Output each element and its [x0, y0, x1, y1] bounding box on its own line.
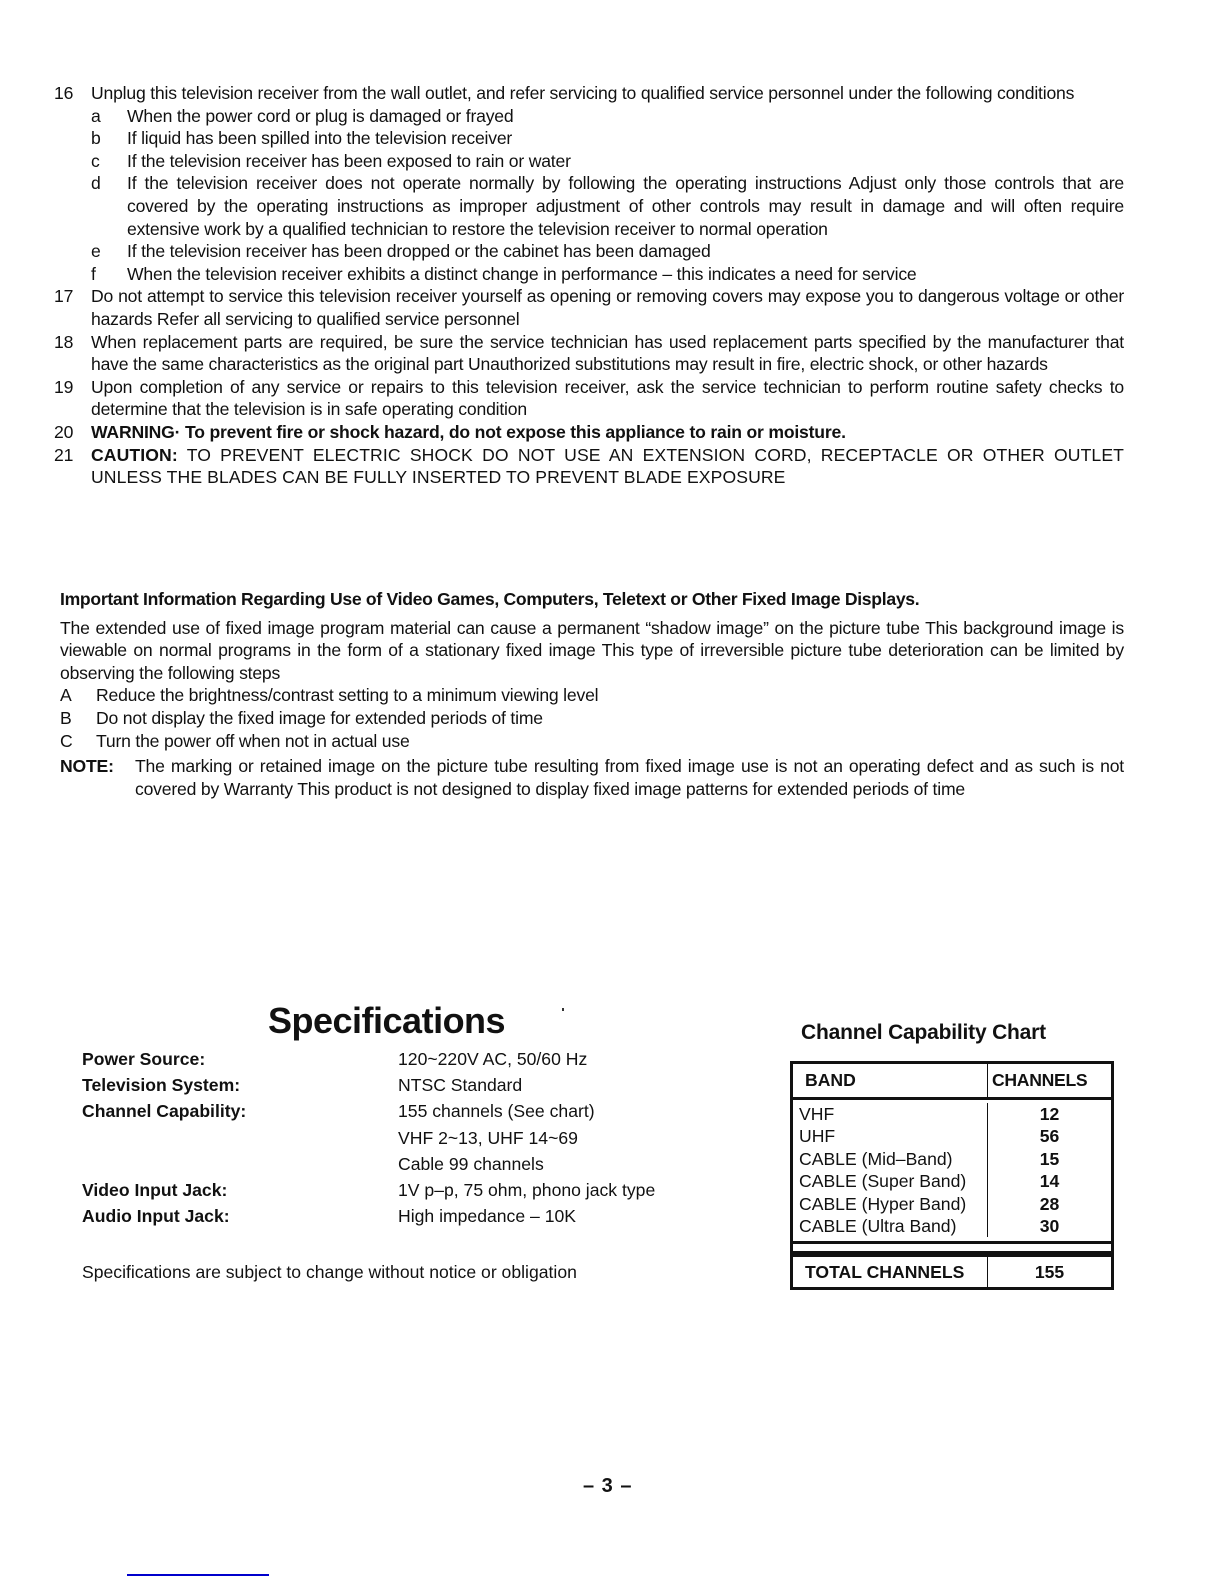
- table-cell-channels: 56: [1039, 1126, 1060, 1147]
- sub-item-text: If the television receiver has been exposed to rain or water: [127, 150, 571, 171]
- table-cell-channels: 15: [1039, 1148, 1060, 1169]
- item-number: 18: [54, 331, 74, 352]
- sub-item-c: [91, 150, 1124, 173]
- sub-item-a: [91, 105, 1124, 128]
- note-label: NOTE:: [60, 756, 114, 777]
- header-channels: CHANNELS: [992, 1070, 1088, 1090]
- item-text: When replacement parts are required, be sure the service technician has used replacement parts specified by the manufacturer that have the same characteristics as the original part Unauthorized substitutions may result in fire, electric shock, or other hazards: [91, 331, 1124, 375]
- table-total-row: [790, 1254, 1114, 1290]
- spec-label: Video Input Jack:: [82, 1179, 228, 1200]
- item-number: 16: [54, 83, 74, 103]
- notice-step-b: [60, 707, 1124, 730]
- channel-table-main: [790, 1061, 1114, 1254]
- sub-item-letter: c: [91, 150, 100, 171]
- spec-label: Audio Input Jack:: [82, 1206, 230, 1227]
- step-text: Do not display the fixed image for extended periods of time: [96, 707, 543, 728]
- sub-item-text: If the television receiver does not operate normally by following the operating instructions Adjust only those controls that are covered by the operating instructions as improper adjustment of other controls may result in damage and will often require extensive work by a qualified technician to restore the television receiver to normal operation: [127, 173, 1124, 239]
- sub-item-b: [91, 127, 1124, 150]
- spec-label: Channel Capability:: [82, 1101, 247, 1122]
- band-column: [793, 1103, 988, 1237]
- table-cell-band: CABLE (Mid–Band): [799, 1148, 953, 1169]
- item-number: 19: [54, 376, 74, 397]
- item-text: Upon completion of any service or repairs to this television receiver, ask the service technician to perform routine safety checks to determine that the television is in safe operating condition: [91, 376, 1124, 420]
- table-cell-channels: 12: [1039, 1104, 1060, 1124]
- step-text: Reduce the brightness/contrast setting to a minimum viewing level: [96, 685, 599, 706]
- item-number: 21: [54, 444, 74, 465]
- spec-value: 155 channels (See chart): [398, 1101, 595, 1122]
- table-cell-band: CABLE (Ultra Band): [799, 1216, 957, 1237]
- sub-item-f: [91, 263, 1124, 286]
- safety-item-20-warning: [54, 421, 1124, 444]
- specifications-title: Specifications: [268, 1000, 506, 1041]
- caution-body: TO PREVENT ELECTRIC SHOCK DO NOT USE AN EXTENSION CORD, RECEPTACLE OR OTHER OUTLET UNLESS THE BLADES CAN BE FULLY INSERTED TO PREVENT BLADE EXPOSURE: [91, 444, 1125, 488]
- item-number: 17: [54, 286, 74, 307]
- step-letter: A: [60, 685, 72, 706]
- fixed-image-notice: [60, 588, 1124, 800]
- item-number: 20: [54, 421, 74, 442]
- spec-label: Television System:: [82, 1075, 241, 1096]
- total-value: 155: [1034, 1262, 1065, 1283]
- item-text: Do not attempt to service this television receiver yourself as opening or removing covers may expose you to dangerous voltage or other hazards Refer all servicing to qualified service personnel: [91, 286, 1124, 329]
- safety-item-17: [54, 285, 1124, 330]
- notice-step-c: [60, 730, 1124, 753]
- sub-item-text: If liquid has been spilled into the television receiver: [127, 128, 513, 149]
- spec-value: Cable 99 channels: [398, 1153, 544, 1174]
- spec-label: Power Source:: [82, 1049, 206, 1069]
- safety-instructions: [54, 82, 1124, 489]
- step-letter: B: [60, 707, 72, 728]
- notice-paragraph: The extended use of fixed image program material can cause a permanent “shadow image” on the picture tube This background image is viewable on normal programs in the form of a stationary fixed image This type of irreversible picture tube deterioration can be limited by observing the following steps: [60, 617, 1124, 683]
- sub-item-text: When the television receiver exhibits a distinct change in performance – this indicates a need for service: [127, 263, 917, 284]
- sub-item-letter: a: [91, 105, 101, 126]
- note-text: The marking or retained image on the picture tube resulting from fixed image use is not an operating defect and as such is not covered by Warranty This product is not designed to display fixed image patterns for extended periods of time: [135, 756, 1124, 799]
- notice-steps: [60, 684, 1124, 752]
- table-spacer: [793, 1244, 1111, 1251]
- spec-value: VHF 2~13, UHF 14~69: [398, 1127, 578, 1148]
- step-letter: C: [60, 730, 73, 751]
- page-number: – 3 –: [583, 1475, 633, 1497]
- spec-value: High impedance – 10K: [398, 1206, 577, 1227]
- caution-label: CAUTION:: [91, 444, 178, 465]
- channels-column: [988, 1103, 1111, 1237]
- notice-step-a: [60, 684, 1124, 707]
- safety-item-16: [54, 82, 1124, 285]
- sub-item-letter: f: [91, 263, 96, 284]
- link-underline: [127, 1574, 269, 1576]
- table-cell-channels: 28: [1039, 1193, 1060, 1214]
- table-cell-band: CABLE (Super Band): [799, 1171, 967, 1192]
- table-body: [793, 1100, 1111, 1244]
- sub-item-e: [91, 240, 1124, 263]
- sub-item-text: When the power cord or plug is damaged or frayed: [127, 105, 514, 126]
- caution-text: [91, 444, 1124, 489]
- table-cell-band: VHF: [799, 1104, 835, 1124]
- sub-item-letter: b: [91, 128, 101, 149]
- channel-capability-table: [790, 1061, 1114, 1290]
- table-cell-band: CABLE (Hyper Band): [799, 1193, 967, 1214]
- notice-heading: Important Information Regarding Use of Video Games, Computers, Teletext or Other Fixed Image Displays.: [60, 589, 920, 609]
- spec-value: NTSC Standard: [398, 1075, 523, 1096]
- sub-item-text: If the television receiver has been dropped or the cabinet has been damaged: [127, 241, 711, 262]
- safety-item-18: [54, 331, 1124, 376]
- stray-mark: [562, 1008, 564, 1011]
- warning-text: [91, 421, 1124, 444]
- sub-item-letter: e: [91, 241, 101, 262]
- item-text: Unplug this television receiver from the wall outlet, and refer servicing to qualified service personnel under the following conditions: [91, 83, 1075, 103]
- warning-body: To prevent fire or shock hazard, do not expose this appliance to rain or moisture.: [185, 421, 846, 442]
- spec-value: 120~220V AC, 50/60 Hz: [398, 1049, 588, 1069]
- notice-note: [60, 755, 1124, 800]
- table-cell-channels: 14: [1039, 1171, 1060, 1192]
- sub-item-list: [91, 105, 1124, 286]
- table-cell-channels: 30: [1039, 1216, 1060, 1237]
- safety-item-19: [54, 376, 1124, 421]
- warning-label: WARNING·: [91, 421, 181, 442]
- spec-value: 1V p–p, 75 ohm, phono jack type: [398, 1179, 656, 1200]
- table-header-row: [793, 1064, 1111, 1100]
- channel-chart-title: Channel Capability Chart: [801, 1021, 1046, 1044]
- total-label: TOTAL CHANNELS: [793, 1257, 988, 1287]
- table-cell-band: UHF: [799, 1126, 836, 1147]
- header-band: BAND: [793, 1064, 988, 1097]
- sub-item-d: [91, 172, 1124, 240]
- specifications-disclaimer: Specifications are subject to change without notice or obligation: [82, 1262, 577, 1282]
- step-text: Turn the power off when not in actual use: [96, 730, 410, 751]
- sub-item-letter: d: [91, 173, 101, 194]
- safety-item-21-caution: [54, 444, 1124, 489]
